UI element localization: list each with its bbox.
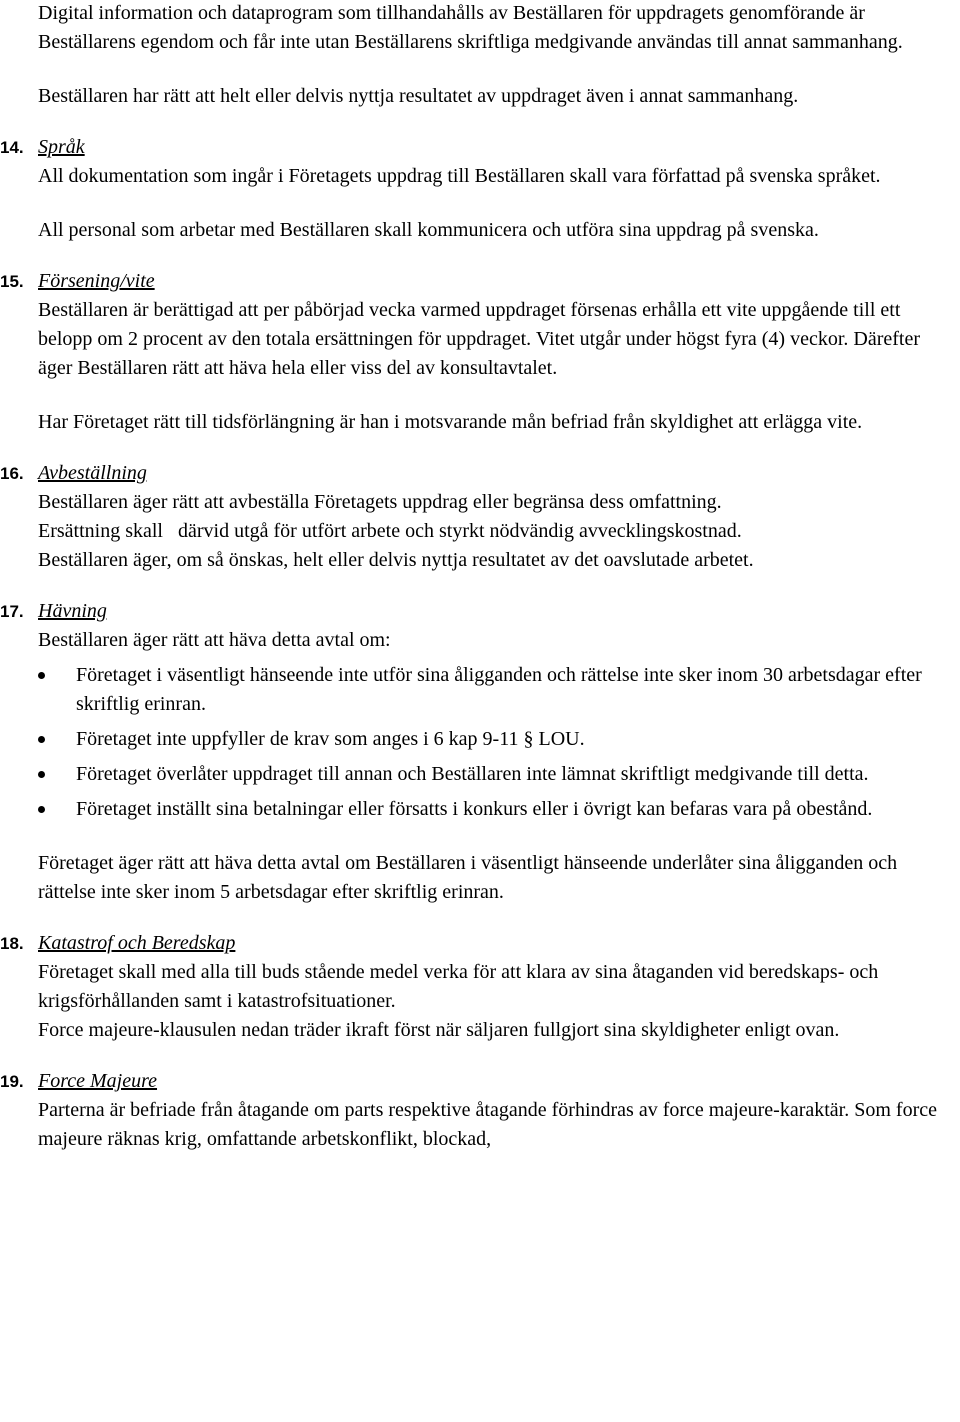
section-heading bbox=[0, 459, 953, 488]
section-number: 19. bbox=[0, 1072, 24, 1091]
section-14 bbox=[0, 133, 953, 245]
section-number: 15. bbox=[0, 272, 24, 291]
section-number: 16. bbox=[0, 464, 24, 483]
list-item-text: Företaget överlåter uppdraget till annan och Beställaren inte lämnat skriftligt medgivande till detta. bbox=[76, 763, 869, 785]
section-paragraph: All dokumentation som ingår i Företagets uppdrag till Beställaren skall vara författad på svenska språket. bbox=[38, 165, 881, 187]
section-heading bbox=[0, 267, 953, 296]
intro-paragraph: Digital information och dataprogram som tillhandahålls av Beställaren för uppdragets genomförande är Beställarens egendom och får inte utan Beställarens skriftliga medgivande användas till annat sammanhang. bbox=[38, 2, 903, 53]
section-15 bbox=[0, 267, 953, 437]
section-16 bbox=[0, 459, 953, 575]
section-17 bbox=[0, 597, 953, 907]
section-heading bbox=[0, 929, 953, 958]
section-line: Ersättning skall därvid utgå för utfört arbete och styrkt nödvändig avvecklingskostnad. bbox=[38, 520, 742, 542]
list-item-text: Företaget i väsentligt hänseende inte utför sina åligganden och rättelse inte sker inom 30 arbetsdagar efter skriftlig erinran. bbox=[76, 664, 922, 715]
section-title: Avbeställning bbox=[38, 462, 147, 484]
section-heading bbox=[0, 597, 953, 626]
section-line: Parterna är befriade från åtagande om parts respektive åtagande förhindras av force majeure-karaktär. Som force majeure räknas krig, omfattande arbetskonflikt, blockad, bbox=[38, 1099, 937, 1150]
section-line: Företaget skall med alla till buds stående medel verka för att klara av sina åtaganden vid beredskaps- och krigsförhållanden samt i katastrofsituationer. bbox=[38, 961, 879, 1012]
section-title: Katastrof och Beredskap bbox=[38, 932, 236, 954]
section-18 bbox=[0, 929, 953, 1045]
section-19 bbox=[0, 1067, 953, 1154]
section-title: Force Majeure bbox=[38, 1070, 158, 1092]
section-paragraph: Har Företaget rätt till tidsförlängning är han i motsvarande mån befriad från skyldighet att erlägga vite. bbox=[38, 411, 863, 433]
bullet-icon bbox=[38, 806, 45, 813]
section-title: Försening/vite bbox=[38, 270, 155, 292]
section-number: 18. bbox=[0, 934, 24, 953]
list-item bbox=[38, 760, 953, 789]
bullet-icon bbox=[38, 771, 45, 778]
intro-paragraph: Beställaren har rätt att helt eller delvis nyttja resultatet av uppdraget även i annat sammanhang. bbox=[38, 85, 799, 107]
list-item bbox=[38, 795, 953, 824]
list-item bbox=[38, 661, 953, 719]
section-line: Beställaren äger, om så önskas, helt eller delvis nyttja resultatet av det oavslutade arbetet. bbox=[38, 549, 754, 571]
section-line: Force majeure-klausulen nedan träder ikraft först när säljaren fullgjort sina skyldigheter enligt ovan. bbox=[38, 1019, 840, 1041]
section-intro: Beställaren äger rätt att häva detta avtal om: bbox=[38, 629, 391, 651]
section-number: 17. bbox=[0, 602, 24, 621]
bullet-list bbox=[38, 661, 953, 824]
list-item bbox=[38, 725, 953, 754]
section-paragraph: All personal som arbetar med Beställaren skall kommunicera och utföra sina uppdrag på svenska. bbox=[38, 219, 819, 241]
section-heading bbox=[0, 1067, 953, 1096]
section-closing: Företaget äger rätt att häva detta avtal om Beställaren i väsentligt hänseende underlåter sina åligganden och rättelse inte sker inom 5 arbetsdagar efter skriftlig erinran. bbox=[38, 852, 898, 903]
section-number: 14. bbox=[0, 138, 24, 157]
section-heading bbox=[0, 133, 953, 162]
bullet-icon bbox=[38, 736, 45, 743]
bullet-icon bbox=[38, 672, 45, 679]
section-paragraph: Beställaren är berättigad att per påbörjad vecka varmed uppdraget försenas erhålla ett vite uppgående till ett belopp om 2 procent av den totala ersättningen för uppdraget. Vitet utgår under högst fyra (4) veckor. Därefter äger Beställaren rätt att häva hela eller viss del av konsultavtalet. bbox=[38, 299, 921, 379]
section-line: Beställaren äger rätt att avbeställa Företagets uppdrag eller begränsa dess omfattning. bbox=[38, 491, 722, 513]
list-item-text: Företaget inte uppfyller de krav som anges i 6 kap 9-11 § LOU. bbox=[76, 728, 585, 750]
list-item-text: Företaget inställt sina betalningar eller försatts i konkurs eller i övrigt kan befaras vara på obestånd. bbox=[76, 798, 873, 820]
section-title: Hävning bbox=[38, 600, 107, 622]
section-title: Språk bbox=[38, 136, 85, 158]
